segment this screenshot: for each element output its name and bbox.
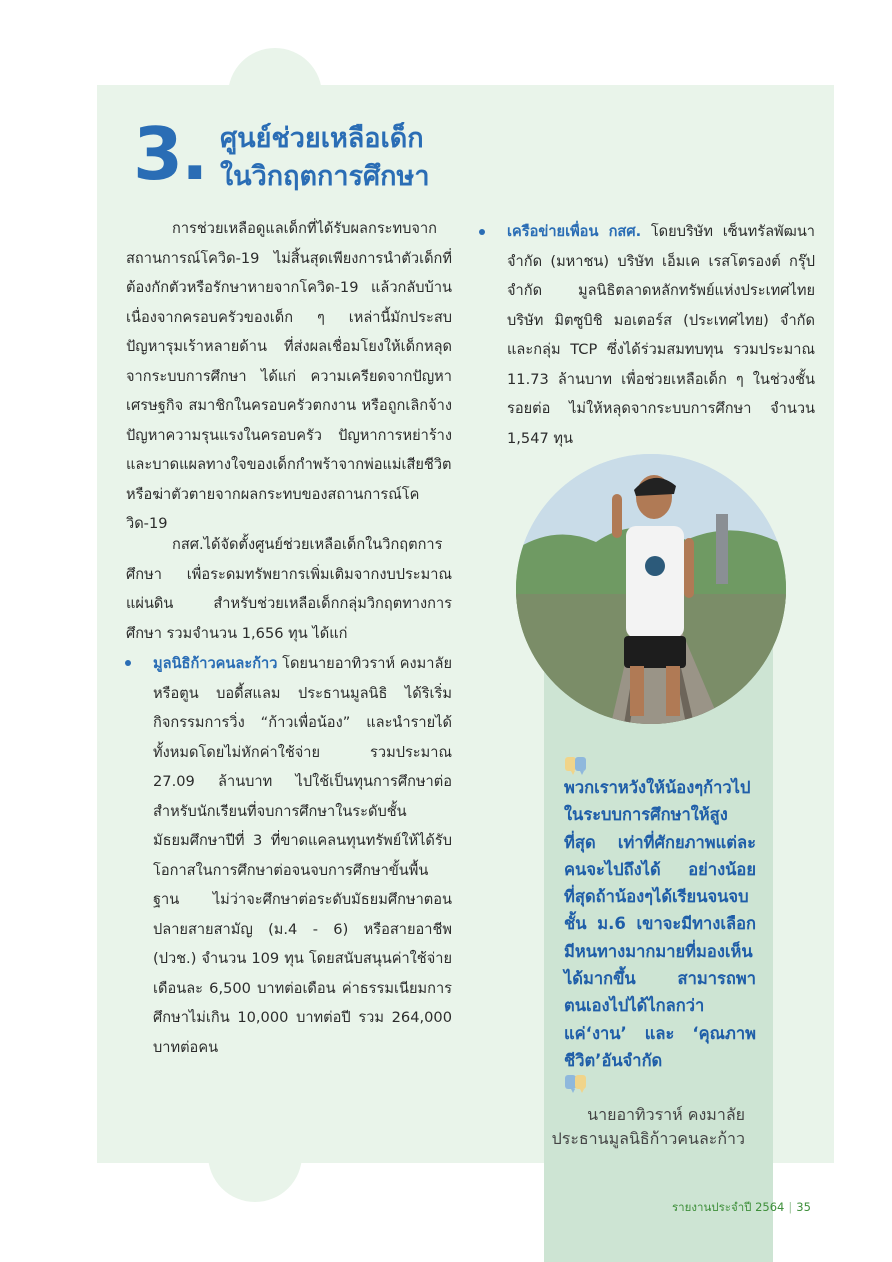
section-number: 3. <box>133 112 207 196</box>
section-title-line-2: ในวิกฤตการศึกษา <box>220 161 430 192</box>
bullet-dot <box>479 229 485 235</box>
runner-illustration <box>516 454 786 724</box>
quote-text: พวกเราหวังให้น้องๆก้าวไปในระบบการศึกษาให้สูงที่สุด เท่าที่ศักยภาพแต่ละคนจะไปถึงได้ อย่างน้อยที่สุดถ้าน้องๆได้เรียนจนจบชั้น ม.6 เขาจะมีทางเลือก มีหนทางมากมายที่มองเห็นได้มากขึ้น สามารถพาตนเองไปได้ไกลกว่าแค่‘งาน’ และ ‘คุณภาพชีวิต’อันจำกัด <box>564 778 756 1070</box>
quote-author-role: ประธานมูลนิธิก้าวคนละก้าว <box>551 1129 745 1148</box>
bullet-dot <box>125 660 131 666</box>
bullet-text: โดยบริษัท เซ็นทรัลพัฒนา จำกัด (มหาชน) บริษัท เอ็มเค เรสโตรองต์ กรุ๊ป จำกัด มูลนิธิตลาดหลักทรัพย์แห่งประเทศไทย บริษัท มิตซูบิชิ มอเตอร์ส (ประเทศไทย) จำกัด และกลุ่ม TCP ซึ่งได้ร่วมสมทบทุน รวมประมาณ 11.73 ล้านบาท เพื่อช่วยเหลือเด็ก ๆ ในช่วงชั้นรอยต่อ ไม่ให้หลุดจากระบบการศึกษา จำนวน 1,547 ทุน <box>507 223 815 447</box>
section-title-line-1: ศูนย์ช่วยเหลือเด็ก <box>220 123 424 154</box>
bullet-item-foundation <box>153 649 452 1062</box>
footer-report-title: รายงานประจำปี 2564 <box>672 1200 785 1214</box>
runner-photo <box>516 454 786 724</box>
page-footer <box>672 1199 811 1217</box>
quote-author-name: นายอาทิวราห์ คงมาลัย <box>587 1105 745 1124</box>
footer-separator: | <box>788 1200 793 1214</box>
center-paragraph: กสศ.ได้จัดตั้งศูนย์ช่วยเหลือเด็กในวิกฤตการศึกษา เพื่อระดมทรัพยากรเพิ่มเติมจากงบประมาณแผ่นดิน สำหรับช่วยเหลือเด็กกลุ่มวิกฤตทางการศึกษา รวมจำนวน 1,656 ทุน ได้แก่ <box>126 536 452 642</box>
quote-open-icon <box>565 757 591 775</box>
section-title <box>220 120 430 196</box>
bullet-lead: เครือข่ายเพื่อน กสศ. <box>507 223 642 240</box>
bullet-lead: มูลนิธิก้าวคนละก้าว <box>153 655 278 672</box>
bullet-text: โดยนายอาทิวราห์ คงมาลัย หรือตูน บอดี้สแลม ประธานมูลนิธิ ได้ริเริ่มกิจกรรมการวิ่ง “ก้าวเพื่อน้อง” และนำรายได้ทั้งหมดโดยไม่หักค่าใช้จ่าย รวมประมาณ 27.09 ล้านบาท ไปใช้เป็นทุนการศึกษาต่อสำหรับนักเรียนที่จบการศึกษาในระดับชั้นมัธยมศึกษาปีที่ 3 ที่ขาดแคลนทุนทรัพย์ให้ได้รับโอกาสในการศึกษาต่อจนจบการศึกษาขั้นพื้นฐาน ไม่ว่าจะศึกษาต่อระดับมัธยมศึกษาตอนปลายสายสามัญ (ม.4 - 6) หรือสายอาชีพ (ปวช.) จำนวน 109 ทุน โดยสนับสนุนค่าใช้จ่ายเดือนละ 6,500 บาทต่อเดือน ค่าธรรมเนียมการศึกษาไม่เกิน 10,000 บาทต่อปี รวม 264,000 บาทต่อคน <box>153 655 452 1056</box>
decorative-circle-bottom <box>208 1108 302 1202</box>
intro-paragraph: การช่วยเหลือดูแลเด็กที่ได้รับผลกระทบจากสถานการณ์โควิด-19 ไม่สิ้นสุดเพียงการนำตัวเด็กที่ต้องกักตัวหรือรักษาหายจากโควิด-19 แล้วกลับบ้าน เนื่องจากครอบครัวของเด็ก ๆ เหล่านี้มักประสบปัญหารุมเร้าหลายด้าน ที่ส่งผลเชื่อมโยงให้เด็กหลุดจากระบบการศึกษา ได้แก่ ความเครียดจากปัญหาเศรษฐกิจ สมาชิกในครอบครัวตกงาน หรือถูกเลิกจ้าง ปัญหาความรุนแรงในครอบครัว ปัญหาการหย่าร้าง และบาดแผลทางใจของเด็กกำพร้าจากพ่อแม่เสียชีวิตหรือฆ่าตัวตายจากผลกระทบของสถานการณ์โควิด-19 <box>126 220 452 532</box>
bullet-item-network <box>507 217 815 453</box>
page-number: 35 <box>796 1200 811 1214</box>
quote-close-icon <box>565 1075 591 1093</box>
